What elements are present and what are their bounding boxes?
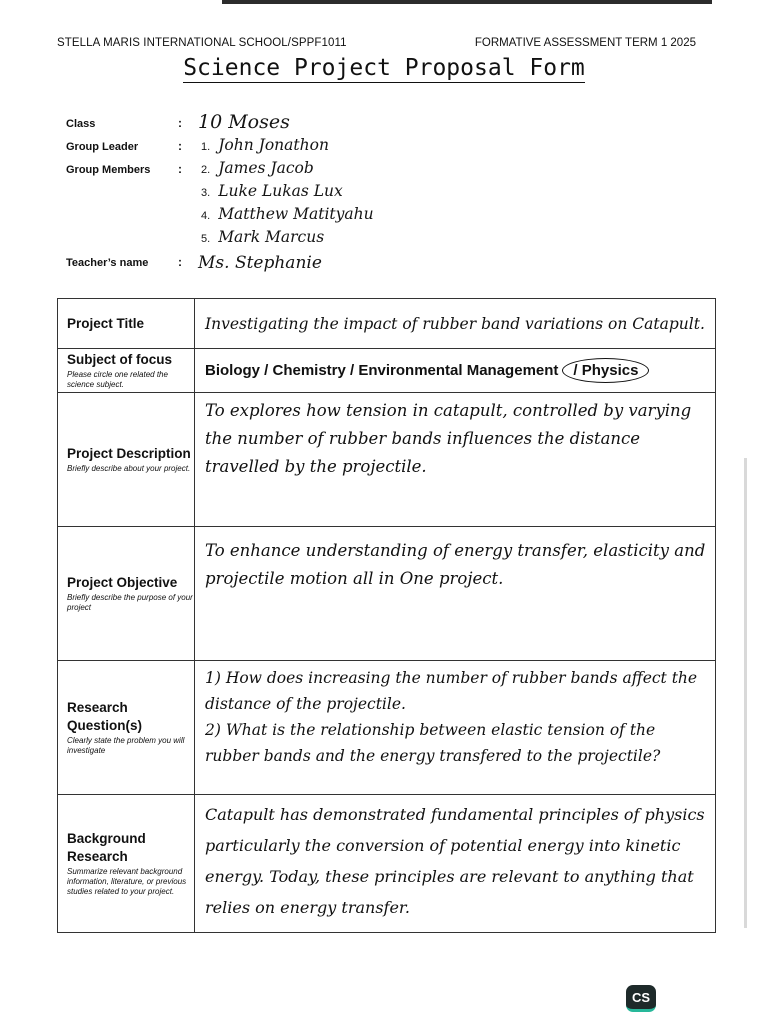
member-number: 2.: [201, 164, 211, 176]
member-name: Luke Lukas Lux: [218, 182, 343, 200]
row-description: [58, 393, 716, 527]
research-question-1: 1) How does increasing the number of rubber bands affect the distance of the projectile.: [205, 669, 698, 713]
member-number: 4.: [201, 210, 211, 222]
group-members-colon: :: [178, 162, 182, 176]
subject-selected-physics: / Physics: [562, 358, 649, 383]
scan-top-edge: [222, 0, 712, 4]
teacher-value: Ms. Stephanie: [198, 253, 322, 273]
research-label: Research Question(s): [67, 700, 143, 733]
group-member: [201, 205, 374, 223]
subject-options: [205, 358, 709, 383]
group-leader-colon: :: [178, 139, 182, 153]
description-label: Project Description: [67, 446, 191, 461]
research-hint: Clearly state the problem you will investigate: [67, 736, 185, 755]
background-cell: [195, 795, 716, 933]
form-title-text: Science Project Proposal Form: [183, 55, 585, 81]
subject-hint: Please circle one related the science subject.: [67, 370, 168, 389]
objective-hint: Briefly describe the purpose of your project: [67, 593, 193, 612]
group-member: [201, 182, 343, 200]
project-title-cell: [195, 299, 716, 349]
group-leader-label: Group Leader: [66, 141, 139, 153]
row-background: [58, 795, 716, 933]
form-title: [0, 55, 768, 81]
group-member: [201, 159, 314, 177]
project-title-value: Investigating the impact of rubber band variations on Catapult.: [205, 314, 705, 333]
leader-name: John Jonathon: [218, 136, 329, 154]
member-name: James Jacob: [218, 159, 314, 177]
subject-label: Subject of focus: [67, 352, 173, 367]
proposal-table: [57, 298, 716, 933]
leader-number: 1.: [201, 141, 211, 153]
project-title-label-cell: [58, 299, 195, 349]
objective-cell: [195, 527, 716, 661]
objective-label-cell: [58, 527, 195, 661]
objective-value: To enhance understanding of energy transfer, elasticity and projectile motion all in One project.: [205, 541, 706, 588]
camscanner-logo-icon: CS: [626, 985, 656, 1012]
assessment-term: FORMATIVE ASSESSMENT TERM 1 2025: [474, 37, 696, 49]
teacher-colon: :: [178, 255, 182, 269]
group-leader-value: [201, 136, 329, 154]
scan-edge-shadow: [744, 458, 747, 928]
group-members-label: Group Members: [66, 164, 151, 176]
description-cell: [195, 393, 716, 527]
objective-label: Project Objective: [67, 575, 178, 590]
class-colon: :: [178, 116, 182, 130]
research-question-2: 2) What is the relationship between elastic tension of the rubber bands and the energy transfered to the projectile?: [205, 721, 661, 765]
row-research-questions: [58, 661, 716, 795]
subject-options-text: Biology / Chemistry / Environmental Management: [205, 362, 559, 379]
class-value: 10 Moses: [198, 111, 290, 133]
member-number: 5.: [201, 233, 211, 245]
background-label: Background Research: [67, 831, 146, 864]
member-number: 3.: [201, 187, 211, 199]
row-objective: [58, 527, 716, 661]
teacher-label: Teacher’s name: [66, 257, 149, 269]
project-title-label: Project Title: [67, 315, 145, 331]
background-hint: Summarize relevant background information, literature, or previous studies related to your project.: [67, 867, 187, 896]
row-subject: [58, 349, 716, 393]
research-cell: [195, 661, 716, 795]
background-value: Catapult has demonstrated fundamental principles of physics particularly the conversion of potential energy into kinetic energy. Today, these principles are relevant to anything that relies on energy transfer.: [205, 805, 705, 917]
class-label: Class: [66, 118, 96, 130]
description-label-cell: [58, 393, 195, 527]
background-label-cell: [58, 795, 195, 933]
group-member: [201, 228, 324, 246]
member-name: Mark Marcus: [218, 228, 325, 246]
description-value: To explores how tension in catapult, controlled by varying the number of rubber bands influences the distance travelled by the projectile.: [205, 401, 692, 476]
member-name: Matthew Matityahu: [218, 205, 374, 223]
row-project-title: [58, 299, 716, 349]
subject-cell: [195, 349, 716, 393]
school-code: STELLA MARIS INTERNATIONAL SCHOOL/SPPF1011: [57, 37, 347, 49]
subject-label-cell: [58, 349, 195, 393]
research-label-cell: [58, 661, 195, 795]
description-hint: Briefly describe about your project.: [67, 464, 191, 473]
